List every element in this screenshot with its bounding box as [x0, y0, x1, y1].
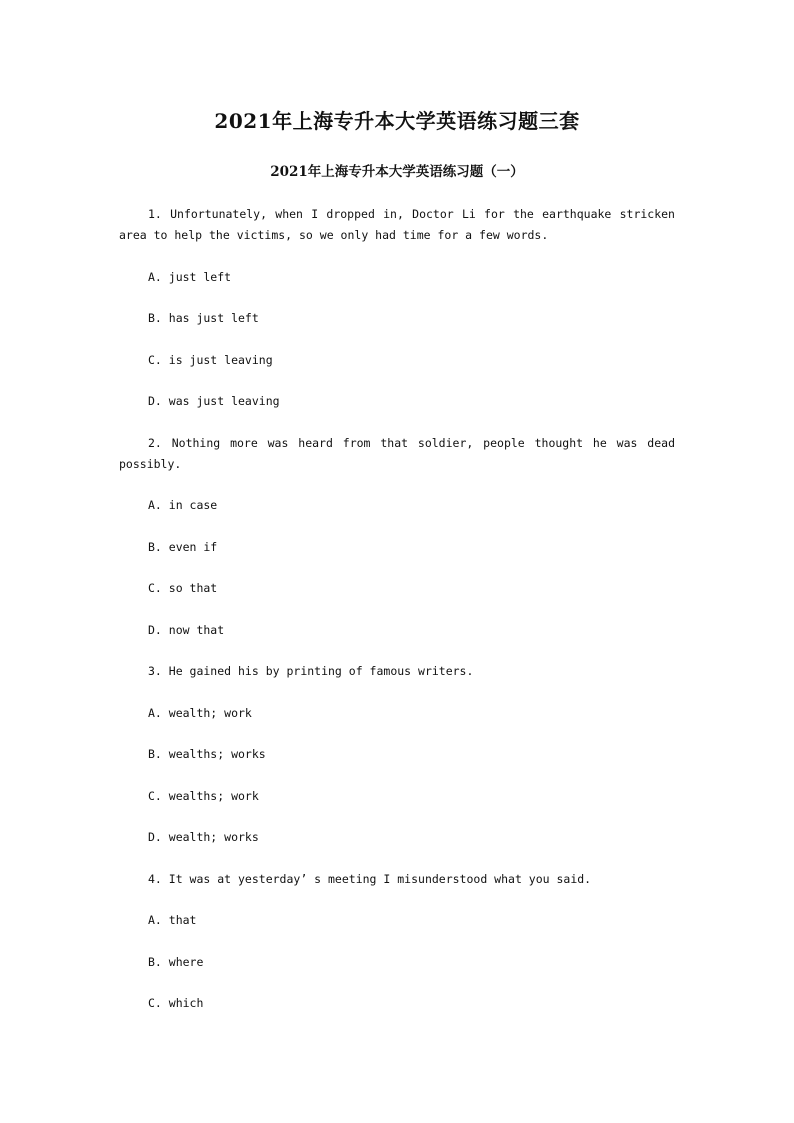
option-c: C. wealths; work [148, 788, 259, 803]
option-b: B. where [148, 954, 204, 969]
option-c: C. is just leaving [148, 352, 273, 367]
document-subtitle: 2021年上海专升本大学英语练习题（一） [270, 164, 524, 180]
option-c: C. which [148, 996, 204, 1010]
option-b: B. even if [148, 539, 218, 554]
question-stem: 2. Nothing more was heard from that soldier, people thought he was dead possibly. [119, 435, 675, 471]
question-stem: 1. Unfortunately, when I dropped in, Doctor Li for the earthquake stricken area to help the victims, so we only had time for a few words. [119, 207, 675, 242]
question-list [119, 204, 675, 1014]
option-a: A. wealth; work [148, 705, 252, 720]
option-d: D. now that [148, 622, 225, 637]
question-stem: 4. It was at yesterday’ s meeting I misunderstood what you said. [148, 871, 592, 886]
option-c: C. so that [148, 581, 218, 595]
option-a: A. just left [148, 269, 232, 284]
document-title: 2021年上海专升本大学英语练习题三套 [214, 109, 580, 133]
question-stem: 3. He gained his by printing of famous writers. [148, 664, 474, 678]
option-b: B. has just left [148, 311, 259, 325]
option-d: D. was just leaving [148, 394, 280, 408]
option-a: A. in case [148, 498, 218, 512]
option-d: D. wealth; works [148, 830, 259, 844]
option-a: A. that [148, 913, 197, 927]
option-b: B. wealths; works [148, 747, 266, 761]
